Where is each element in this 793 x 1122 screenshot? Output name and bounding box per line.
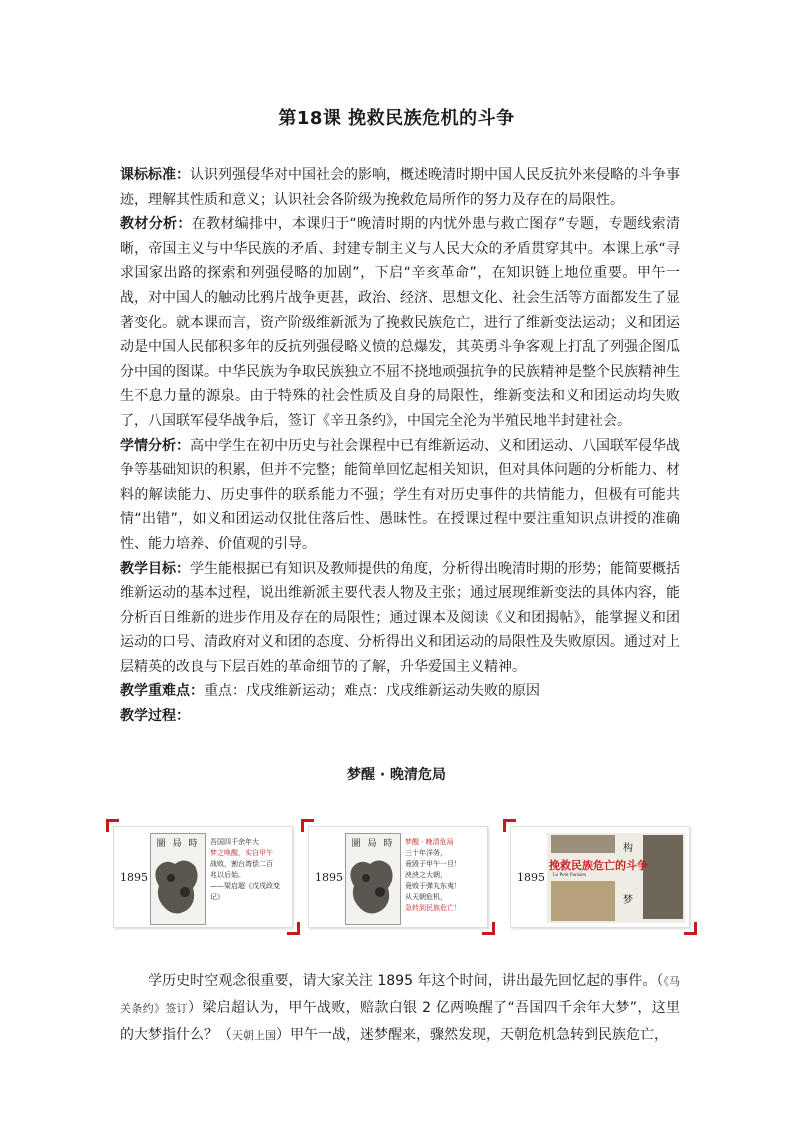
process-label: 教学过程： xyxy=(120,708,190,725)
para-note: 《马关条约》签订 xyxy=(120,975,681,1015)
keypoints-section xyxy=(120,679,680,704)
para-text: 学历史时空观念很重要，请大家关注 1895 年这个时间，讲出最先回忆起的事件。（ xyxy=(148,973,664,989)
students-section xyxy=(120,434,680,557)
slide-collage-image xyxy=(547,833,685,923)
textbook-text: 在教材编排中，本课归于“晚清时期的内忧外患与救亡图存”专题，专题线索清晰，帝国主义与中华民族的矛盾、封建专制主义与人民大众的矛盾贯穿其中。本课上承“寻求国家出路的探索和列强侵略的加剧”，下启“辛亥革命”，在知识链上地位重要。甲午一战，对中国人的触动比鸦片战争更甚，政治、经济、思想文化、社会生活等方面都发生了显著变化。就本课而言，资产阶级维新派为了挽救民族危亡，进行了维新变法运动；义和团运动是中国人民郁积多年的反抗列强侵略义愤的总爆发，其英勇斗争客观上打乱了列强企图瓜分中国的图谋。中华民族为争取民族独立不屈不挠地顽强抗争的民族精神是整个民族精神生生不息力量的源泉。由于特殊的社会性质及自身的局限性，维新变法和义和团运动均失败了，八国联军侵华战争后，签订《辛丑条约》，中国完全沦为半殖民地半封建社会。 xyxy=(120,216,680,429)
slide-thumbnail-3 xyxy=(510,826,690,928)
slide-headline: 挽救民族危亡的斗争 xyxy=(549,859,648,872)
goals-text: 学生能根据已有知识及教师提供的角度，分析得出晚清时期的形势；能简要概括维新运动的基本过程，说出维新派主要代表人物及主张；通过展现维新变法的具体内容，能分析百日维新的进步作用及存在的局限性；通过课本及阅读《义和团揭帖》，能掌握义和团运动的口号、清政府对义和团的态度、分析得出义和团运动的局限性及失败原因。通过对上层精英的改良与下层百姓的革命细节的了解，升华爱国主义精神。 xyxy=(120,560,680,675)
corner-bracket xyxy=(106,819,119,832)
curriculum-text: 认识列强侵华对中国社会的影响，概述晚清时期中国人民反抗外来侵略的斗争事迹，理解其性质和意义；认识社会各阶级为挽救危局所作的努力及存在的局限性。 xyxy=(120,167,680,208)
slide-year: 1895 xyxy=(120,871,148,884)
process-section xyxy=(120,704,680,729)
quote-line: 战败，割台湾偿二百 xyxy=(210,860,273,868)
students-text: 高中学生在初中历史与社会课程中已有维新运动、义和团运动、八国联军侵华战争等基础知识的积累，但并不完整；能简单回忆起相关知识，但对具体问题的分析能力、材料的解读能力、历史事件的联系能力不强；学生有对历史事件的共情能力，但极有可能共情“出错”，如义和团运动仅批住落后性、愚昧性。在授课过程中要注重知识点讲授的准确性、能力培养、价值观的引导。 xyxy=(120,437,680,552)
quote-line: 三十年洋务， xyxy=(405,849,447,857)
quote-line: 急转到民族危亡！ xyxy=(405,904,461,912)
goals-section xyxy=(120,557,680,680)
slide-caption: 梦 xyxy=(623,895,633,906)
quote-line: 梦之唤醒，实自甲午 xyxy=(210,849,273,857)
section-subtitle: 梦醒 · 晚清危局 xyxy=(346,767,447,783)
historical-map-image xyxy=(150,833,206,925)
corner-bracket xyxy=(287,922,300,935)
quote-line: ——梁启超《戊戌政变记》 xyxy=(210,882,280,901)
corner-bracket xyxy=(684,922,697,935)
page-title: 第18课 挽救民族危机的斗争 xyxy=(278,108,515,129)
goals-label: 教学目标： xyxy=(120,560,190,577)
map-illustration xyxy=(346,848,400,922)
para-note: 天朝上国 xyxy=(232,1029,276,1042)
map-title: 圖 局 時 xyxy=(156,839,200,849)
teaching-paragraph-text xyxy=(120,968,680,1049)
slide-year: 1895 xyxy=(315,871,343,884)
textbook-section xyxy=(120,212,680,433)
curriculum-section xyxy=(120,163,680,212)
quote-line: 从天朝危机， xyxy=(405,893,447,901)
slide-thumbnails xyxy=(105,818,695,928)
quote-line: 梦醒 · 晚清危局 xyxy=(405,838,454,846)
curriculum-label: 课标标准： xyxy=(120,167,190,183)
quote-line: 吾国四千余年大 xyxy=(210,838,259,846)
photo-image xyxy=(551,881,615,921)
slide-year: 1895 xyxy=(517,871,545,884)
photo-image xyxy=(551,835,615,853)
keypoints-text: 重点：戊戌维新运动；难点：戊戌维新运动失败的原因 xyxy=(204,683,540,700)
para-text: ）甲午一战，迷梦醒来，骤然发现，天朝危机急转到民族危亡， xyxy=(276,1027,668,1043)
keypoints-label: 教学重难点： xyxy=(120,683,204,700)
teaching-paragraph xyxy=(120,968,680,1049)
corner-bracket xyxy=(482,922,495,935)
students-label: 学情分析： xyxy=(120,437,190,454)
quote-line: 竟毁于甲午一旦！ xyxy=(405,860,461,868)
photo-image xyxy=(643,835,683,919)
quote-line: 泱泱之大朝， xyxy=(405,871,447,879)
lesson-overview xyxy=(120,163,680,729)
newspaper-tag: Le Petit Parisien xyxy=(553,873,587,878)
para-text: ）梁启超认为，甲午战败，赔款白银 2 亿两唤醒了“吾国四千余年大梦”，这里的大梦指什么？（ xyxy=(120,1000,681,1043)
corner-bracket xyxy=(301,819,314,832)
slide-thumbnail-2 xyxy=(308,826,488,928)
textbook-label: 教材分析： xyxy=(120,216,192,233)
slide-quote xyxy=(210,837,288,903)
quote-line: 兆以后始。 xyxy=(210,871,245,879)
historical-map-image xyxy=(345,833,401,925)
corner-bracket xyxy=(503,819,516,832)
map-title: 圖 局 時 xyxy=(351,839,395,849)
map-illustration xyxy=(151,848,205,922)
slide-quote xyxy=(405,837,483,914)
slide-thumbnail-1 xyxy=(113,826,293,928)
slide-caption: 构 xyxy=(623,843,633,854)
quote-line: 竟败于弹丸东夷！ xyxy=(405,882,461,890)
